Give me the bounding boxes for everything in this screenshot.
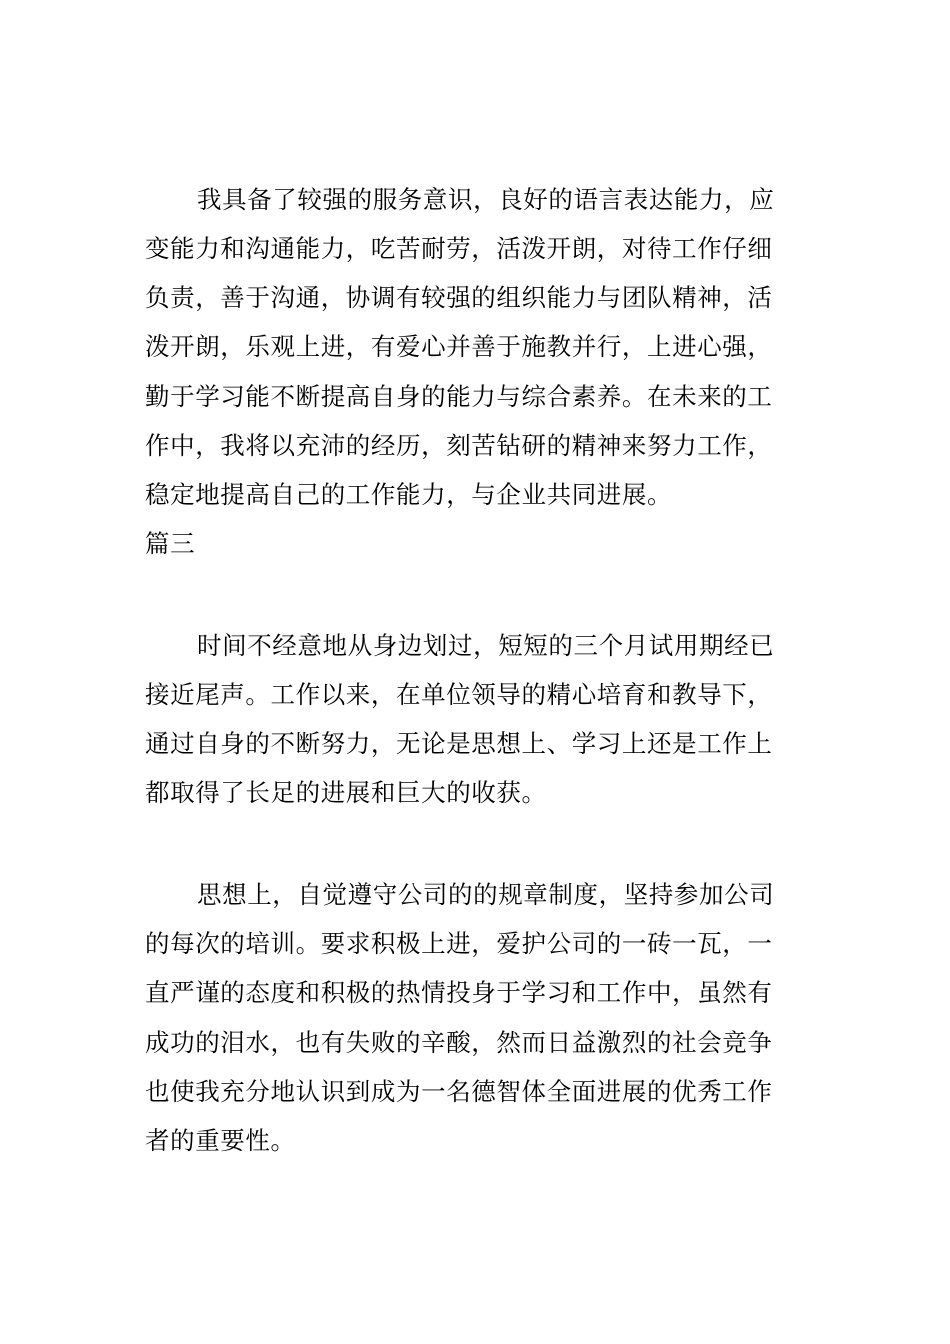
paragraph-2-line-4: 都取得了长足的进展和巨大的收获。 (145, 778, 547, 807)
paragraph-3-line-4: 成功的泪水，也有失败的辛酸，然而日益激烈的社会竞争 (145, 1028, 773, 1057)
paragraph-2-line-2: 接近尾声。工作以来，在单位领导的精心培育和教导下， (145, 680, 773, 709)
paragraph-3-line-6: 者的重要性。 (145, 1126, 296, 1155)
paragraph-1-line-3: 负责，善于沟通，协调有较强的组织能力与团队精神，活 (145, 283, 773, 312)
paragraph-3-line-3: 直严谨的态度和积极的热情投身于学习和工作中，虽然有 (145, 978, 773, 1007)
paragraph-1-line-2: 变能力和沟通能力，吃苦耐劳，活泼开朗，对待工作仔细 (145, 234, 773, 263)
paragraph-2-line-1: 时间不经意地从身边划过，短短的三个月试用期经已 (197, 631, 775, 660)
section-heading: 篇三 (145, 529, 196, 558)
paragraph-2-line-3: 通过自身的不断努力，无论是思想上、学习上还是工作上 (145, 729, 773, 758)
paragraph-3-line-5: 也使我充分地认识到成为一名德智体全面进展的优秀工作 (145, 1077, 773, 1106)
paragraph-1-line-6: 作中，我将以充沛的经历，刻苦钻研的精神来努力工作， (145, 431, 773, 460)
paragraph-3-line-1: 思想上，自觉遵守公司的的规章制度，坚持参加公司 (197, 880, 775, 909)
paragraph-1-line-5: 勤于学习能不断提高自身的能力与综合素养。在未来的工 (145, 382, 773, 411)
paragraph-1-line-1: 我具备了较强的服务意识，良好的语言表达能力，应 (197, 185, 775, 214)
paragraph-3-line-2: 的每次的培训。要求积极上进，爱护公司的一砖一瓦，一 (145, 929, 773, 958)
paragraph-1-line-4: 泼开朗，乐观上进，有爱心并善于施教并行，上进心强， (145, 332, 773, 361)
paragraph-1-line-7: 稳定地提高自己的工作能力，与企业共同进展。 (145, 480, 673, 509)
